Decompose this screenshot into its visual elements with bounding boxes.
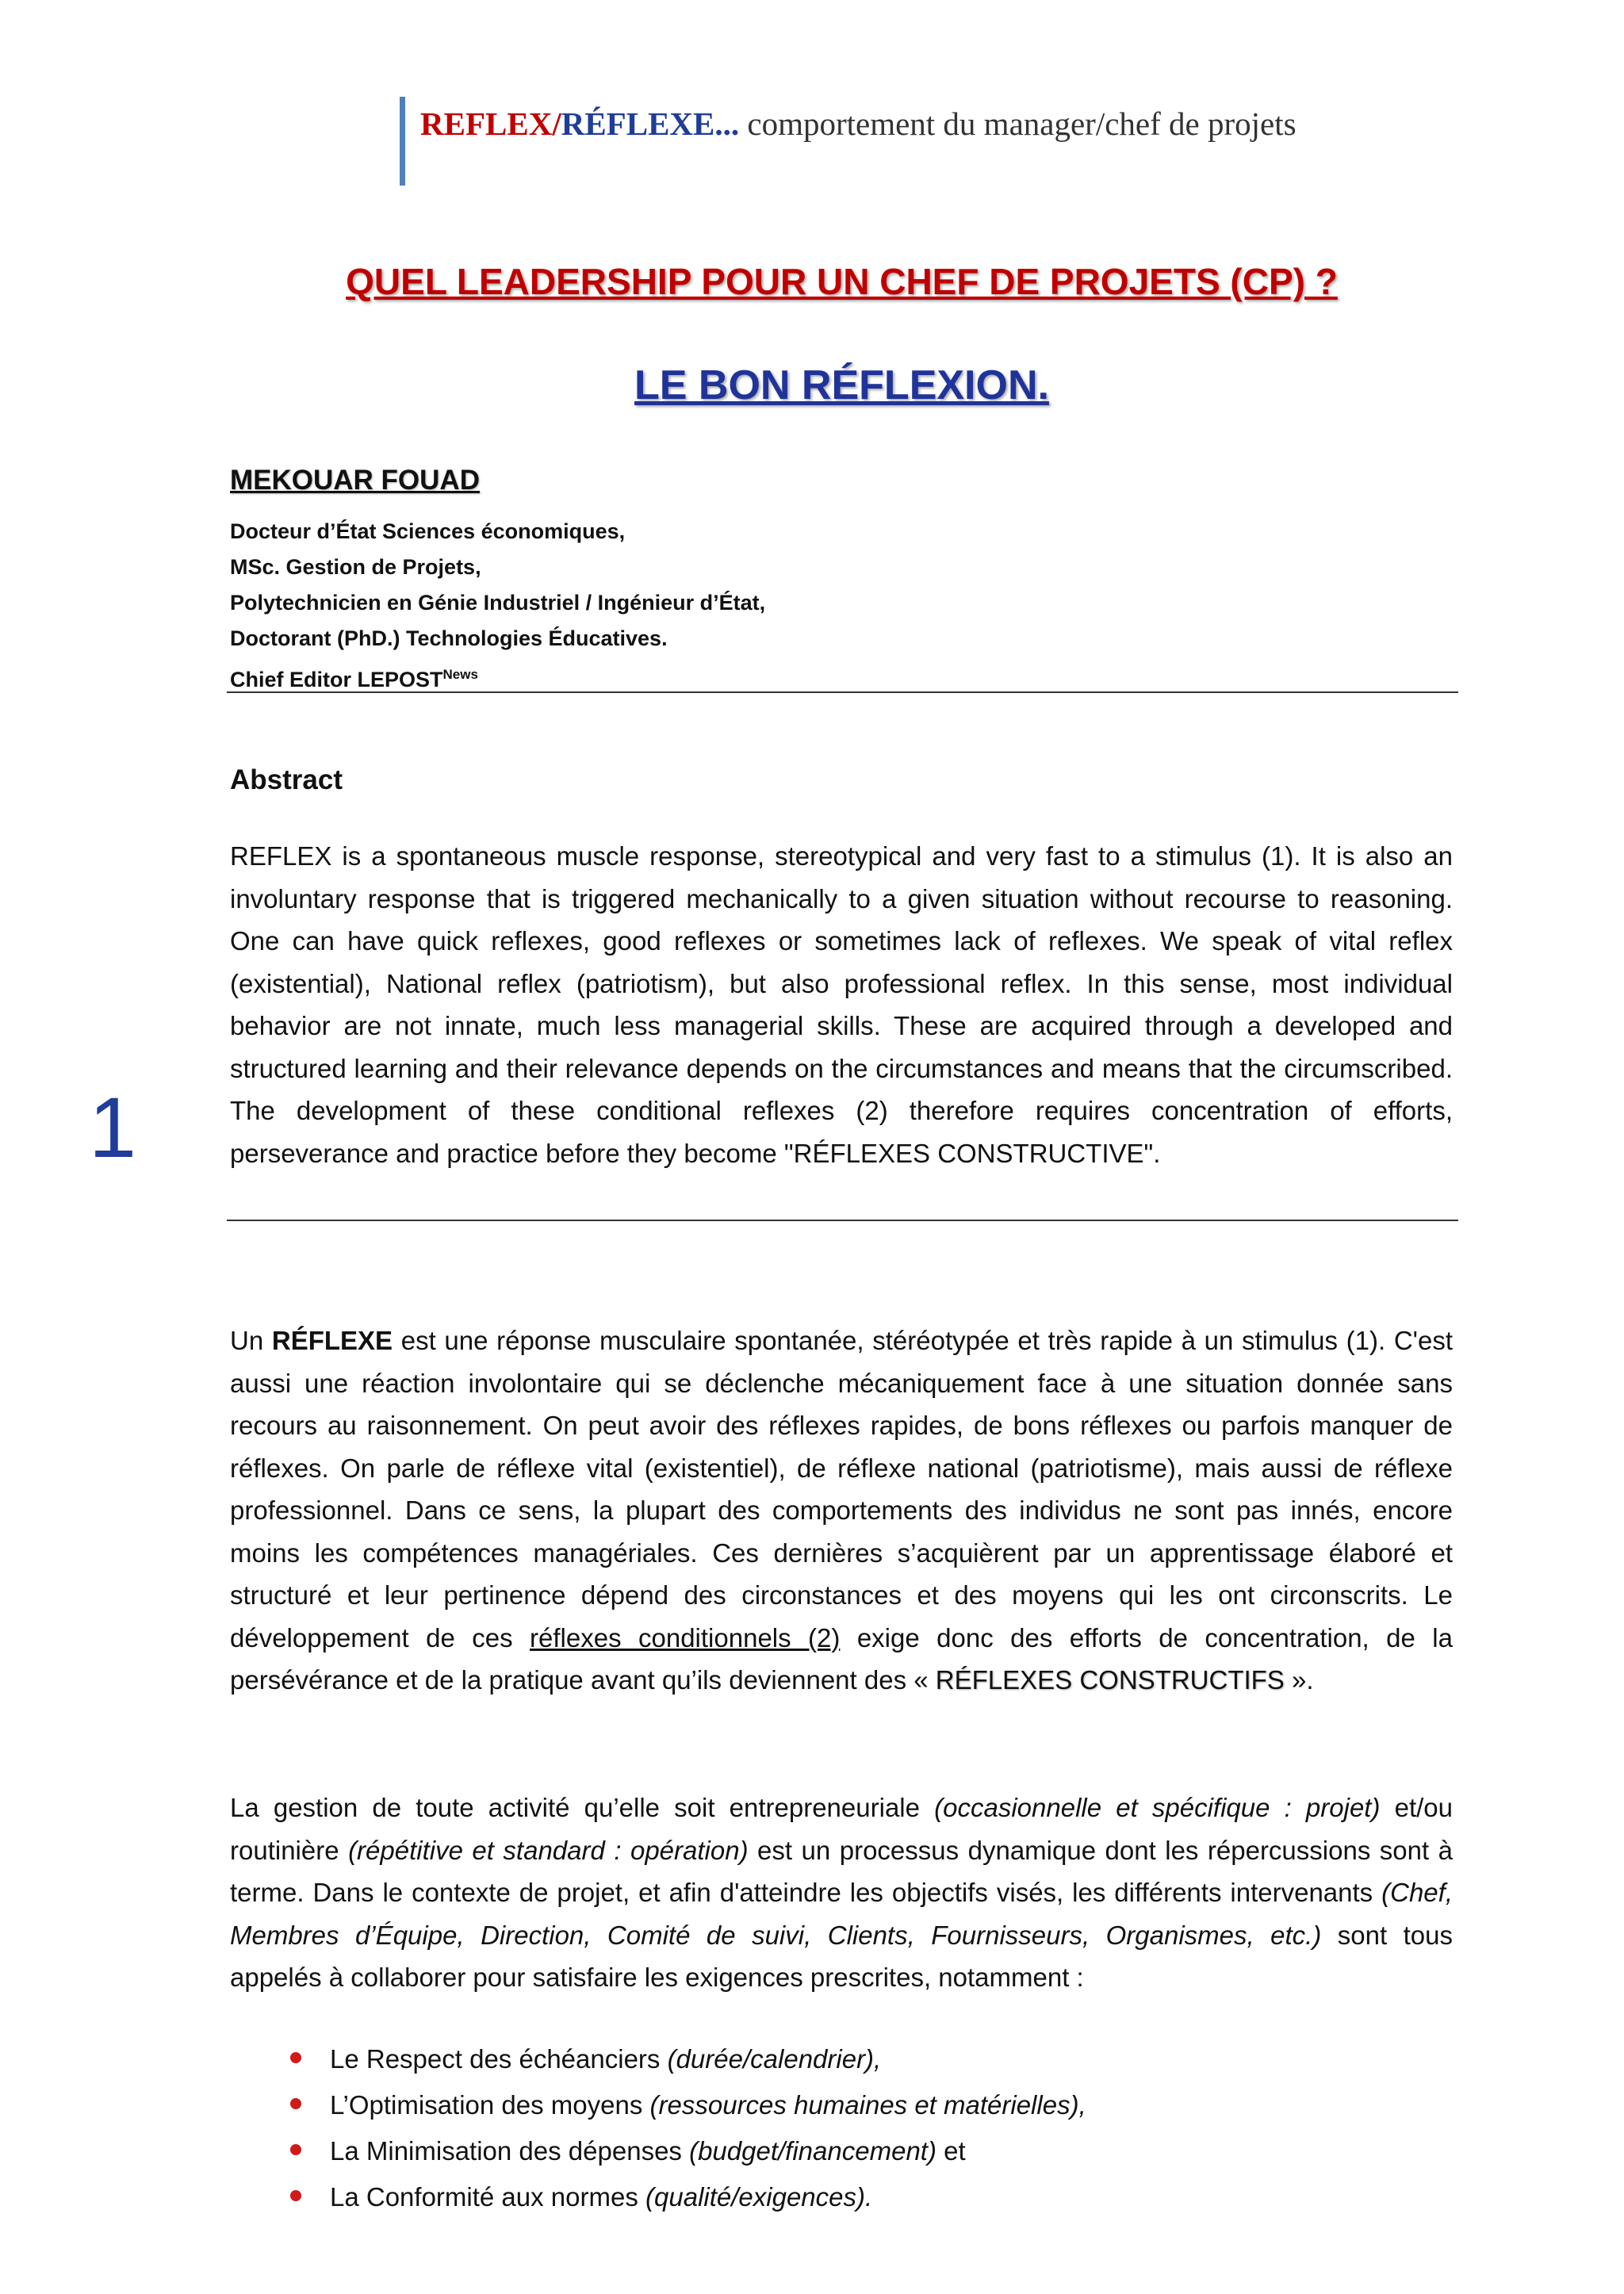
para2-text: est un processus dynamique dont les répercussions sont à terme. Dans le contexte de projet, et afin d'atteindre les objectifs visés, les différents intervenants <box>230 1835 1454 1907</box>
list-item <box>285 2036 1086 2082</box>
para1-shadowed-term: RÉFLEXES CONSTRUCTIFS <box>935 1665 1285 1695</box>
main-title: QUEL LEADERSHIP POUR UN CHEF DE PROJETS (CP) ? <box>346 261 1338 302</box>
sub-title: LE BON RÉFLEXION. <box>634 362 1049 408</box>
credential-line: Doctorant (PhD.) Technologies Éducatives. <box>230 626 668 650</box>
bullet-suffix: et <box>936 2136 966 2166</box>
para1-bold-term: RÉFLEXE <box>271 1326 393 1355</box>
para2-text: sont tous appelés à collaborer pour satisfaire les exigences prescrites, notamment : <box>230 1920 1453 1992</box>
bullet-text: La Conformité aux normes <box>330 2182 646 2212</box>
list-item <box>285 2082 1086 2128</box>
page-number: 1 <box>89 1079 137 1175</box>
bullet-text: L’Optimisation des moyens <box>330 2090 650 2120</box>
author-name: MEKOUAR FOUAD <box>230 465 480 496</box>
para1-underlined-term: réflexes conditionnels (2) <box>530 1622 841 1653</box>
header-accent-bar <box>400 97 405 186</box>
abstract-body <box>230 835 1453 1174</box>
credential-line: MSc. Gestion de Projets, <box>230 555 481 579</box>
divider-bottom <box>227 1220 1458 1221</box>
list-item <box>285 2174 1086 2220</box>
para2-italic: (occasionnelle et spécifique : projet) <box>934 1793 1381 1822</box>
bullet-italic: (durée/calendrier), <box>667 2044 882 2074</box>
bullet-icon <box>290 2098 301 2109</box>
para1-text: est une réponse musculaire spontanée, stéréotypée et très rapide à un stimulus (1). C'est aussi une réaction involontaire qui se déclenche mécaniquement face à une situation donnée sans recours au raisonnement. On peut avoir des réflexes rapides, de bons réflexes ou parfois manquer de réflexes. On parle de réflexe vital (existentiel), de réflexe national (patriotisme), mais aussi de réflexe professionnel. Dans ce sens, la plupart des comportements des individus ne sont pas innés, encore moins les compétences managériales. Ces dernières s’acquièrent par un apprentissage élaboré et structuré et leur pertinence dépend des circonstances et des moyens qui les ont circonscrits. Le développement de ces <box>230 1326 1453 1653</box>
editor-superscript: News <box>442 667 478 682</box>
bullet-icon <box>290 2052 301 2063</box>
para2-italic: (répétitive et standard : opération) <box>348 1835 749 1865</box>
credential-line: Polytechnicien en Génie Industriel / Ingénieur d’État, <box>230 591 766 615</box>
list-item <box>285 2128 1086 2174</box>
para1-text: ». <box>1284 1665 1314 1695</box>
bullet-icon <box>290 2144 301 2155</box>
paragraph-gestion <box>230 1787 1453 1999</box>
abstract-heading: Abstract <box>230 764 343 795</box>
objectives-list <box>285 2036 1086 2220</box>
bullet-text: Le Respect des échéanciers <box>330 2044 668 2074</box>
bullet-italic: (qualité/exigences). <box>645 2182 873 2212</box>
para1-text: Un <box>230 1326 272 1355</box>
divider-top <box>227 691 1458 693</box>
header-reflex: REFLEX <box>420 105 553 142</box>
para2-text: La gestion de toute activité qu’elle soit entrepreneuriale <box>230 1793 935 1822</box>
paragraph-reflexe <box>230 1319 1453 1702</box>
bullet-italic: (ressources humaines et matérielles), <box>649 2090 1086 2120</box>
para1-text: exige donc des efforts de concentration, de la persévérance et de la pratique avant qu’ils deviennent des « <box>230 1622 1453 1695</box>
bullet-italic: (budget/financement) <box>689 2136 936 2166</box>
abstract-text: REFLEX is a spontaneous muscle response, stereotypical and very fast to a stimulus (1). It is also an involuntary response that is triggered mechanically to a given situation without recourse to reasoning. One can have quick reflexes, good reflexes or sometimes lack of reflexes. We speak of vital reflex (existential), National reflex (patriotism), but also professional reflex. In this sense, most individual behavior are not innate, much less managerial skills. These are acquired through a developed and structured learning and their relevance depends on the circumstances and means that the circumscribed. The development of these conditional reflexes (2) therefore requires concentration of efforts, perseverance and practice before they become "RÉFLEXES CONSTRUCTIVE". <box>230 841 1453 1168</box>
header-ellipsis: ... <box>714 105 740 142</box>
author-credentials <box>230 514 765 698</box>
credential-line: Docteur d’État Sciences économiques, <box>230 519 626 543</box>
bullet-text: La Minimisation des dépenses <box>330 2136 690 2166</box>
header-reflexe: RÉFLEXE <box>561 105 715 142</box>
header-separator: / <box>552 105 561 142</box>
bullet-icon <box>290 2190 301 2201</box>
para2-italic: (Chef, Membres d’Équipe, Direction, Comité de suivi, Clients, Fournisseurs, Organismes, etc.) <box>230 1878 1453 1950</box>
editor-label: Chief Editor LEPOST <box>230 668 443 691</box>
running-header <box>420 105 1297 143</box>
header-subtitle: comportement du manager/chef de projets <box>739 105 1297 142</box>
para2-text: et/ou routinière <box>230 1793 1453 1865</box>
